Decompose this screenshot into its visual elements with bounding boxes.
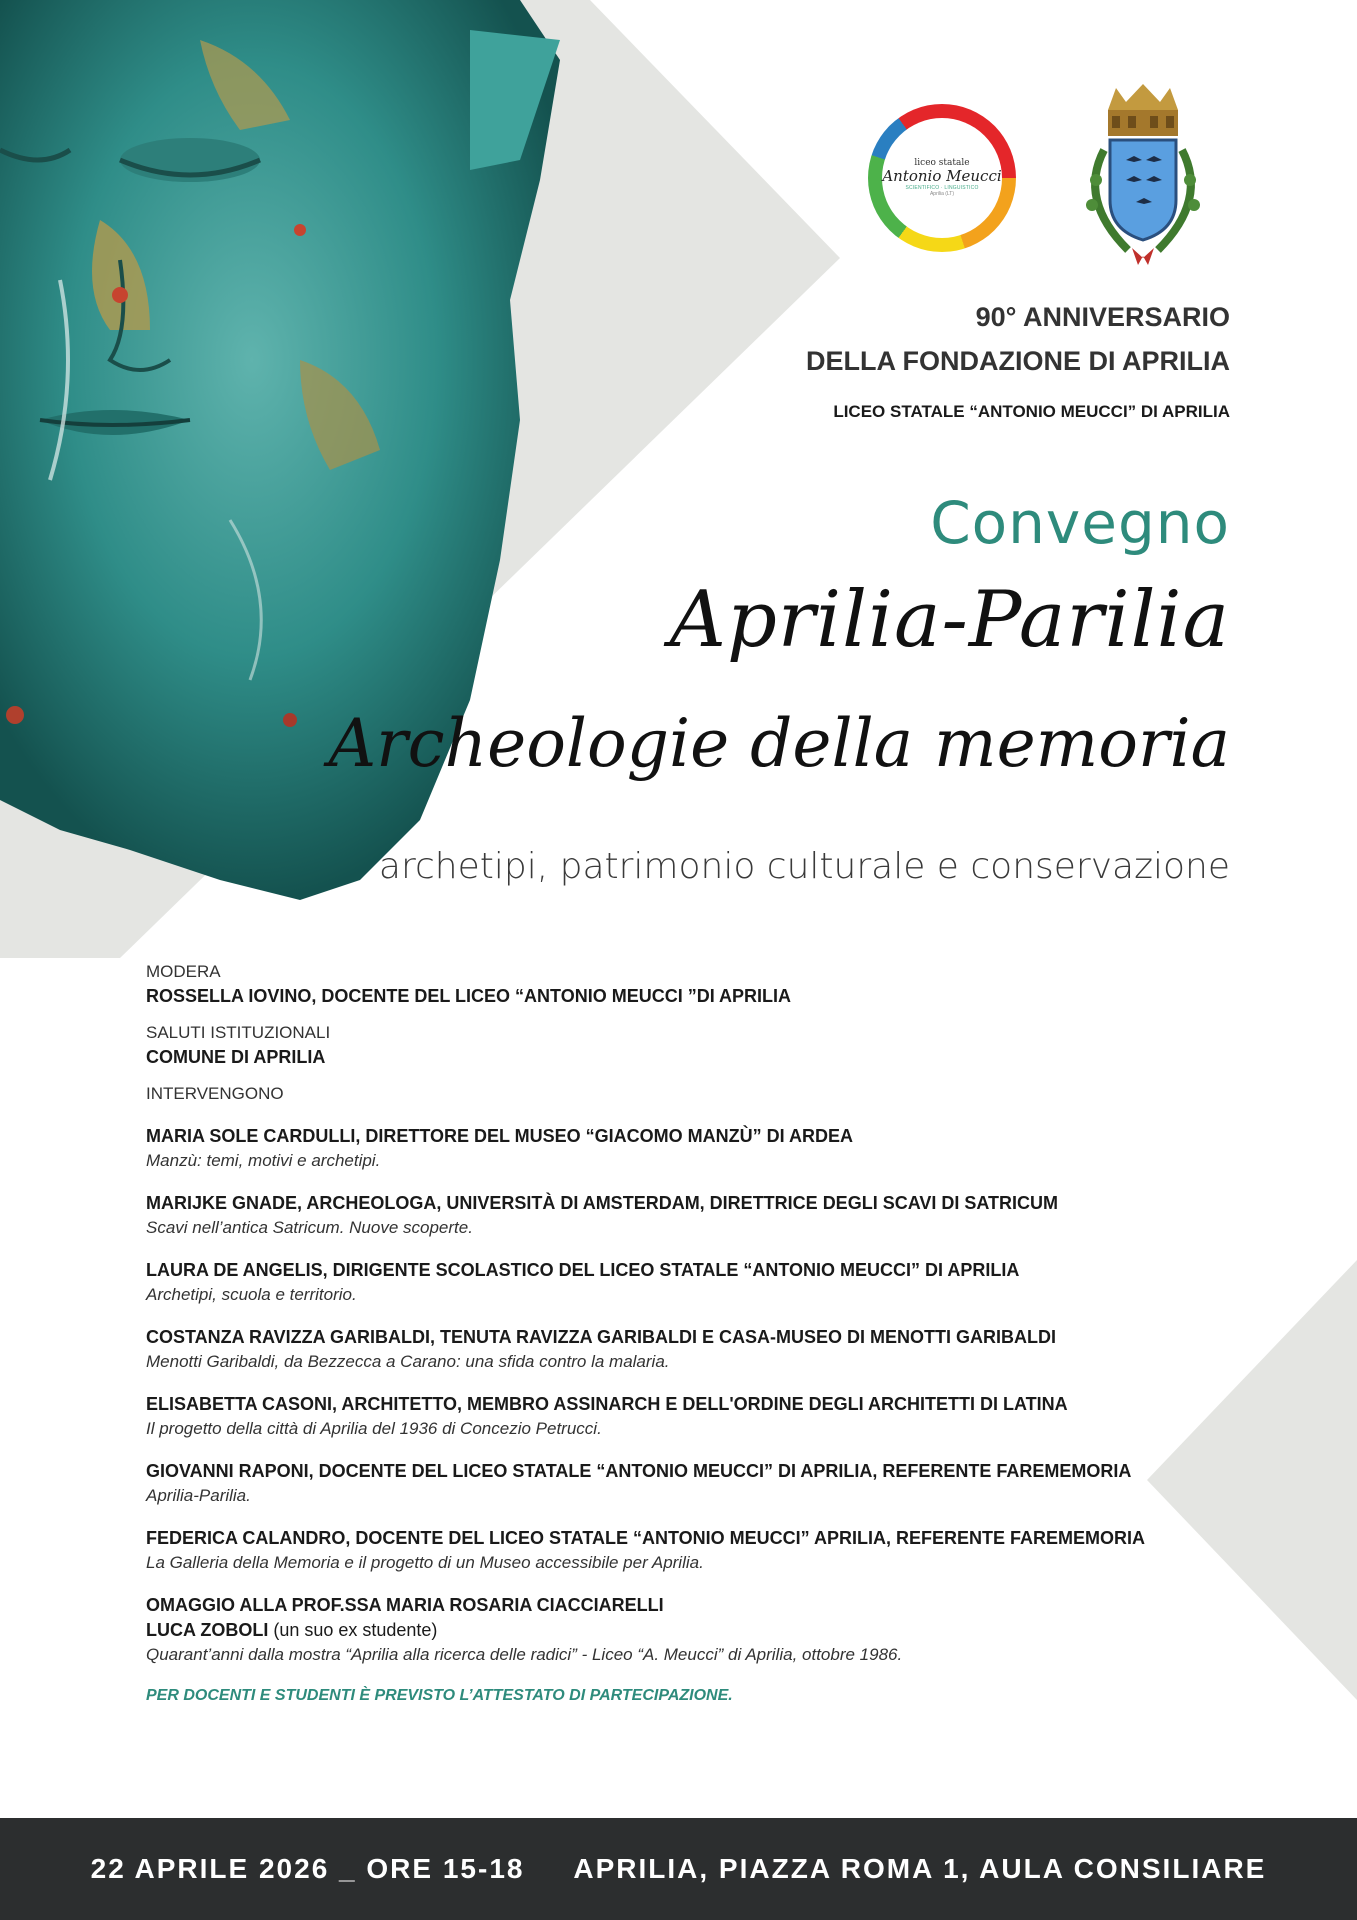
liceo-meucci-logo (868, 104, 1016, 252)
footer-location: APRILIA, PIAZZA ROMA 1, AULA CONSILIARE (573, 1853, 1267, 1884)
speaker-name: LAURA DE ANGELIS, DIRIGENTE SCOLASTICO DEL LICEO STATALE “ANTONIO MEUCCI” DI APRILIA (146, 1260, 1020, 1280)
speaker-talk: Menotti Garibaldi, da Bezzecca a Carano: una sfida contro la malaria. (146, 1352, 670, 1371)
logo-name-text: Antonio Meucci (882, 167, 1002, 186)
footer-bar (0, 1818, 1357, 1920)
tribute-title: OMAGGIO ALLA PROF.SSA MARIA ROSARIA CIACCIARELLI (146, 1595, 664, 1615)
speaker-talk: La Galleria della Memoria e il progetto di un Museo accessibile per Aprilia. (146, 1553, 704, 1572)
speaker-name: MARIJKE GNADE, ARCHEOLOGA, UNIVERSITÀ DI AMSTERDAM, DIRETTRICE DEGLI SCAVI DI SATRICUM (146, 1193, 1059, 1213)
logo-small-text: liceo statale (914, 158, 970, 169)
logo-sub2-text: Aprilia (LT) (929, 190, 955, 197)
speaker-name: GIOVANNI RAPONI, DOCENTE DEL LICEO STATALE “ANTONIO MEUCCI” DI APRILIA, REFERENTE FAREMEMORIA (146, 1461, 1132, 1481)
speaker-item (146, 1394, 1256, 1439)
speaker-name: MARIA SOLE CARDULLI, DIRETTORE DEL MUSEO “GIACOMO MANZÙ” DI ARDEA (146, 1126, 854, 1146)
speaker-talk: Manzù: temi, motivi e archetipi. (146, 1151, 381, 1170)
attendance-note: PER DOCENTI E STUDENTI È PREVISTO L’ATTESTATO DI PARTECIPAZIONE. (146, 1687, 733, 1704)
event-title-line2: Archeologie della memoria (328, 705, 1230, 782)
speaker-talk: Scavi nell’antica Satricum. Nuove scoperte. (146, 1218, 473, 1237)
speaker-talk: Archetipi, scuola e territorio. (146, 1285, 357, 1304)
event-kind: Convegno (930, 489, 1230, 557)
anniversary-line1: 90° ANNIVERSARIO (975, 302, 1230, 332)
speakers-label: INTERVENGONO (146, 1084, 284, 1103)
school-name: LICEO STATALE “ANTONIO MEUCCI” DI APRILIA (833, 402, 1230, 421)
footer-date-time: 22 APRILE 2026 _ ORE 15-18 (90, 1853, 525, 1884)
greetings: COMUNE DI APRILIA (146, 1047, 326, 1067)
moderator: ROSSELLA IOVINO, DOCENTE DEL LICEO “ANTONIO MEUCCI ”DI APRILIA (146, 986, 792, 1006)
moderator-label: MODERA (146, 962, 221, 981)
logo-sub-text: SCIENTIFICO · LINGUISTICO (905, 184, 979, 191)
program (146, 962, 1256, 1705)
speaker-item (146, 1126, 1256, 1171)
speaker-name: ELISABETTA CASONI, ARCHITETTO, MEMBRO ASSINARCH E DELL'ORDINE DEGLI ARCHITETTI DI LATINA (146, 1394, 1068, 1414)
speaker-talk: Aprilia-Parilia. (146, 1486, 251, 1505)
comune-aprilia-crest (1068, 80, 1218, 270)
speaker-item (146, 1193, 1256, 1238)
speaker-item (146, 1461, 1256, 1506)
speaker-item (146, 1327, 1256, 1372)
tribute-speaker: LUCA ZOBOLI (146, 1620, 269, 1640)
speaker-item (146, 1528, 1256, 1573)
tribute-talk: Quarant’anni dalla mostra “Aprilia alla ricerca delle radici” - Liceo “A. Meucci” di Aprilia, ottobre 1986. (146, 1645, 903, 1664)
greetings-label: SALUTI ISTITUZIONALI (146, 1023, 331, 1042)
tribute-speaker-note: (un suo ex studente) (268, 1620, 438, 1640)
tribute-item (146, 1595, 1256, 1665)
anniversary-line2: DELLA FONDAZIONE DI APRILIA (806, 346, 1230, 376)
speaker-item (146, 1260, 1256, 1305)
speaker-talk: Il progetto della città di Aprilia del 1936 di Concezio Petrucci. (146, 1419, 602, 1438)
speaker-name: COSTANZA RAVIZZA GARIBALDI, TENUTA RAVIZZA GARIBALDI E CASA-MUSEO DI MENOTTI GARIBALDI (146, 1327, 1056, 1347)
speaker-name: FEDERICA CALANDRO, DOCENTE DEL LICEO STATALE “ANTONIO MEUCCI” APRILIA, REFERENTE FAREMEMORIA (146, 1528, 1146, 1548)
event-subtitle: archetipi, patrimonio culturale e conservazione (378, 846, 1230, 887)
event-title-line1: Aprilia-Parilia (669, 575, 1230, 665)
sculpture-head-image (0, 0, 600, 940)
